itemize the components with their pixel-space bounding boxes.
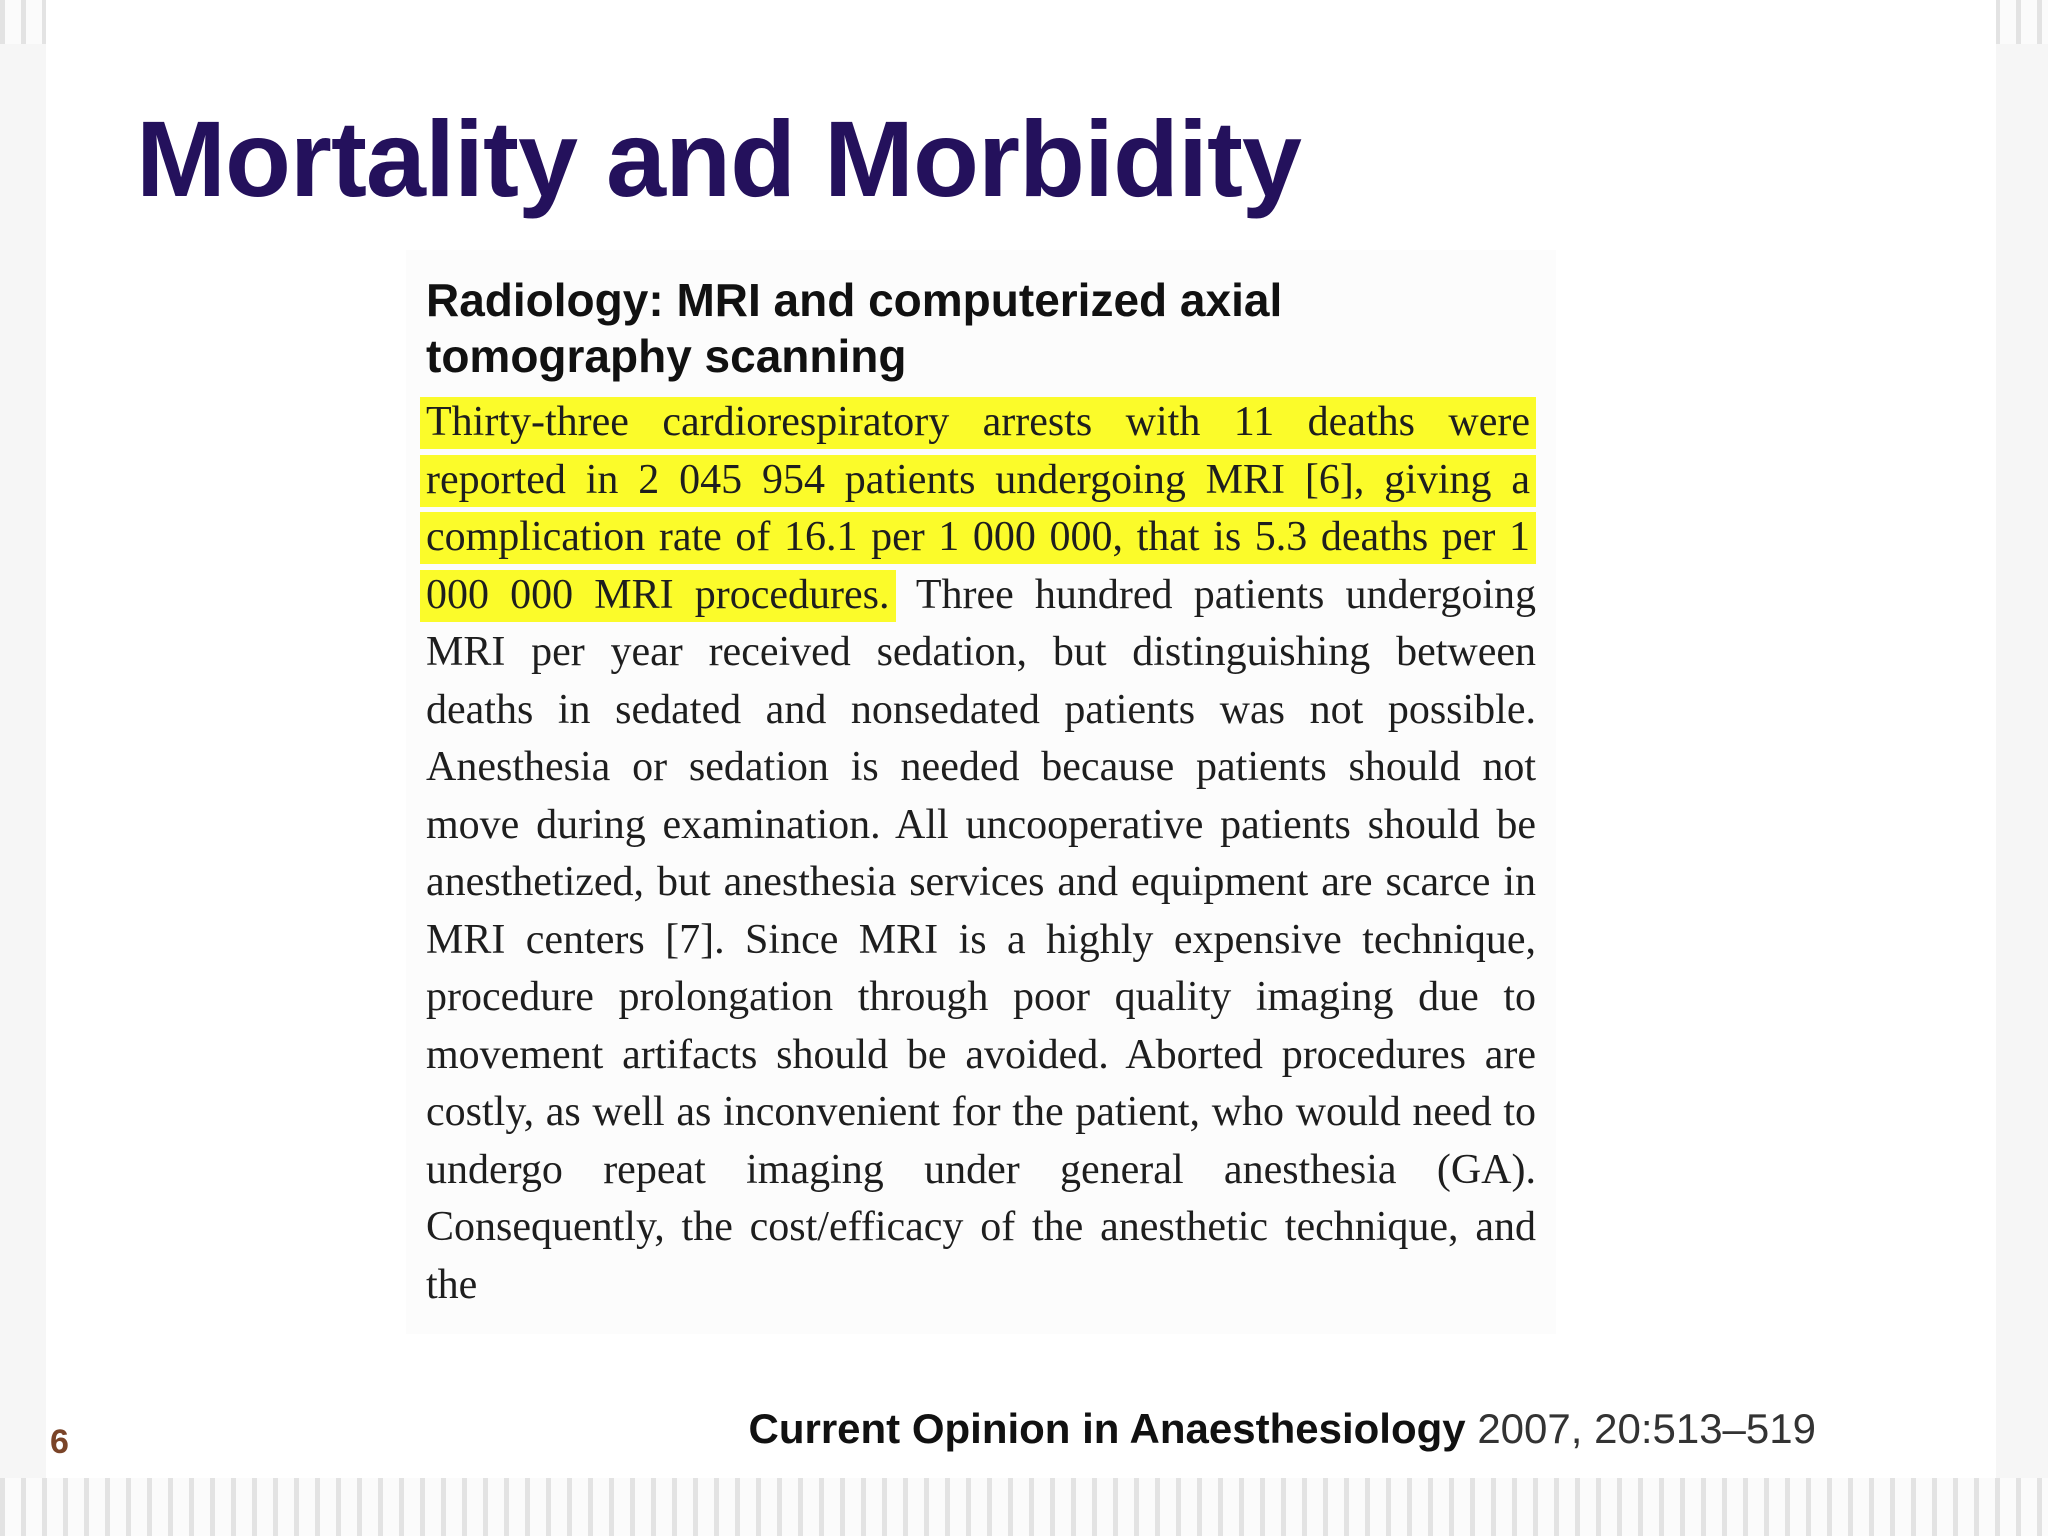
citation-journal: Current Opinion in Anaesthesiology	[748, 1405, 1466, 1452]
body-text: Three hundred patients undergoing MRI per year received sedation, but distinguishing between deaths in sedated and nonsedated patients was not possible. Anesthesia or sedation is needed because patients should not move during examination. All uncooperative patients should be anesthetized, but anesthesia services and equipment are scarce in MRI centers [7]. Since MRI is a highly expensive technique, procedure prolongation through poor quality imaging due to movement artifacts should be avoided. Aborted procedures are costly, as well as inconvenient for the patient, who would need to undergo repeat imaging under general anesthesia (GA). Consequently, the cost/efficacy of the anesthetic technique, and the	[426, 571, 1537, 1308]
article-excerpt	[406, 250, 1556, 1334]
slide-title: Mortality and Morbidity	[136, 98, 1301, 219]
slide	[46, 0, 1996, 1536]
bottom-stripe-border	[0, 1478, 2048, 1536]
citation-reference: 2007, 20:513–519	[1465, 1405, 1816, 1452]
page-number: 6	[50, 1423, 69, 1461]
article-heading: Radiology: MRI and computerized axial tomography scanning	[426, 274, 1283, 382]
citation	[748, 1405, 1816, 1453]
article-body	[426, 394, 1536, 1314]
highlighted-text: Thirty-three cardiorespiratory arrests with 11 deaths were reported in 2 045 954 patients undergoing MRI [6], giving a complication rate of 16.1 per 1 000 000, that is 5.3 deaths per 1 000 000 MRI procedures.	[420, 397, 1536, 622]
